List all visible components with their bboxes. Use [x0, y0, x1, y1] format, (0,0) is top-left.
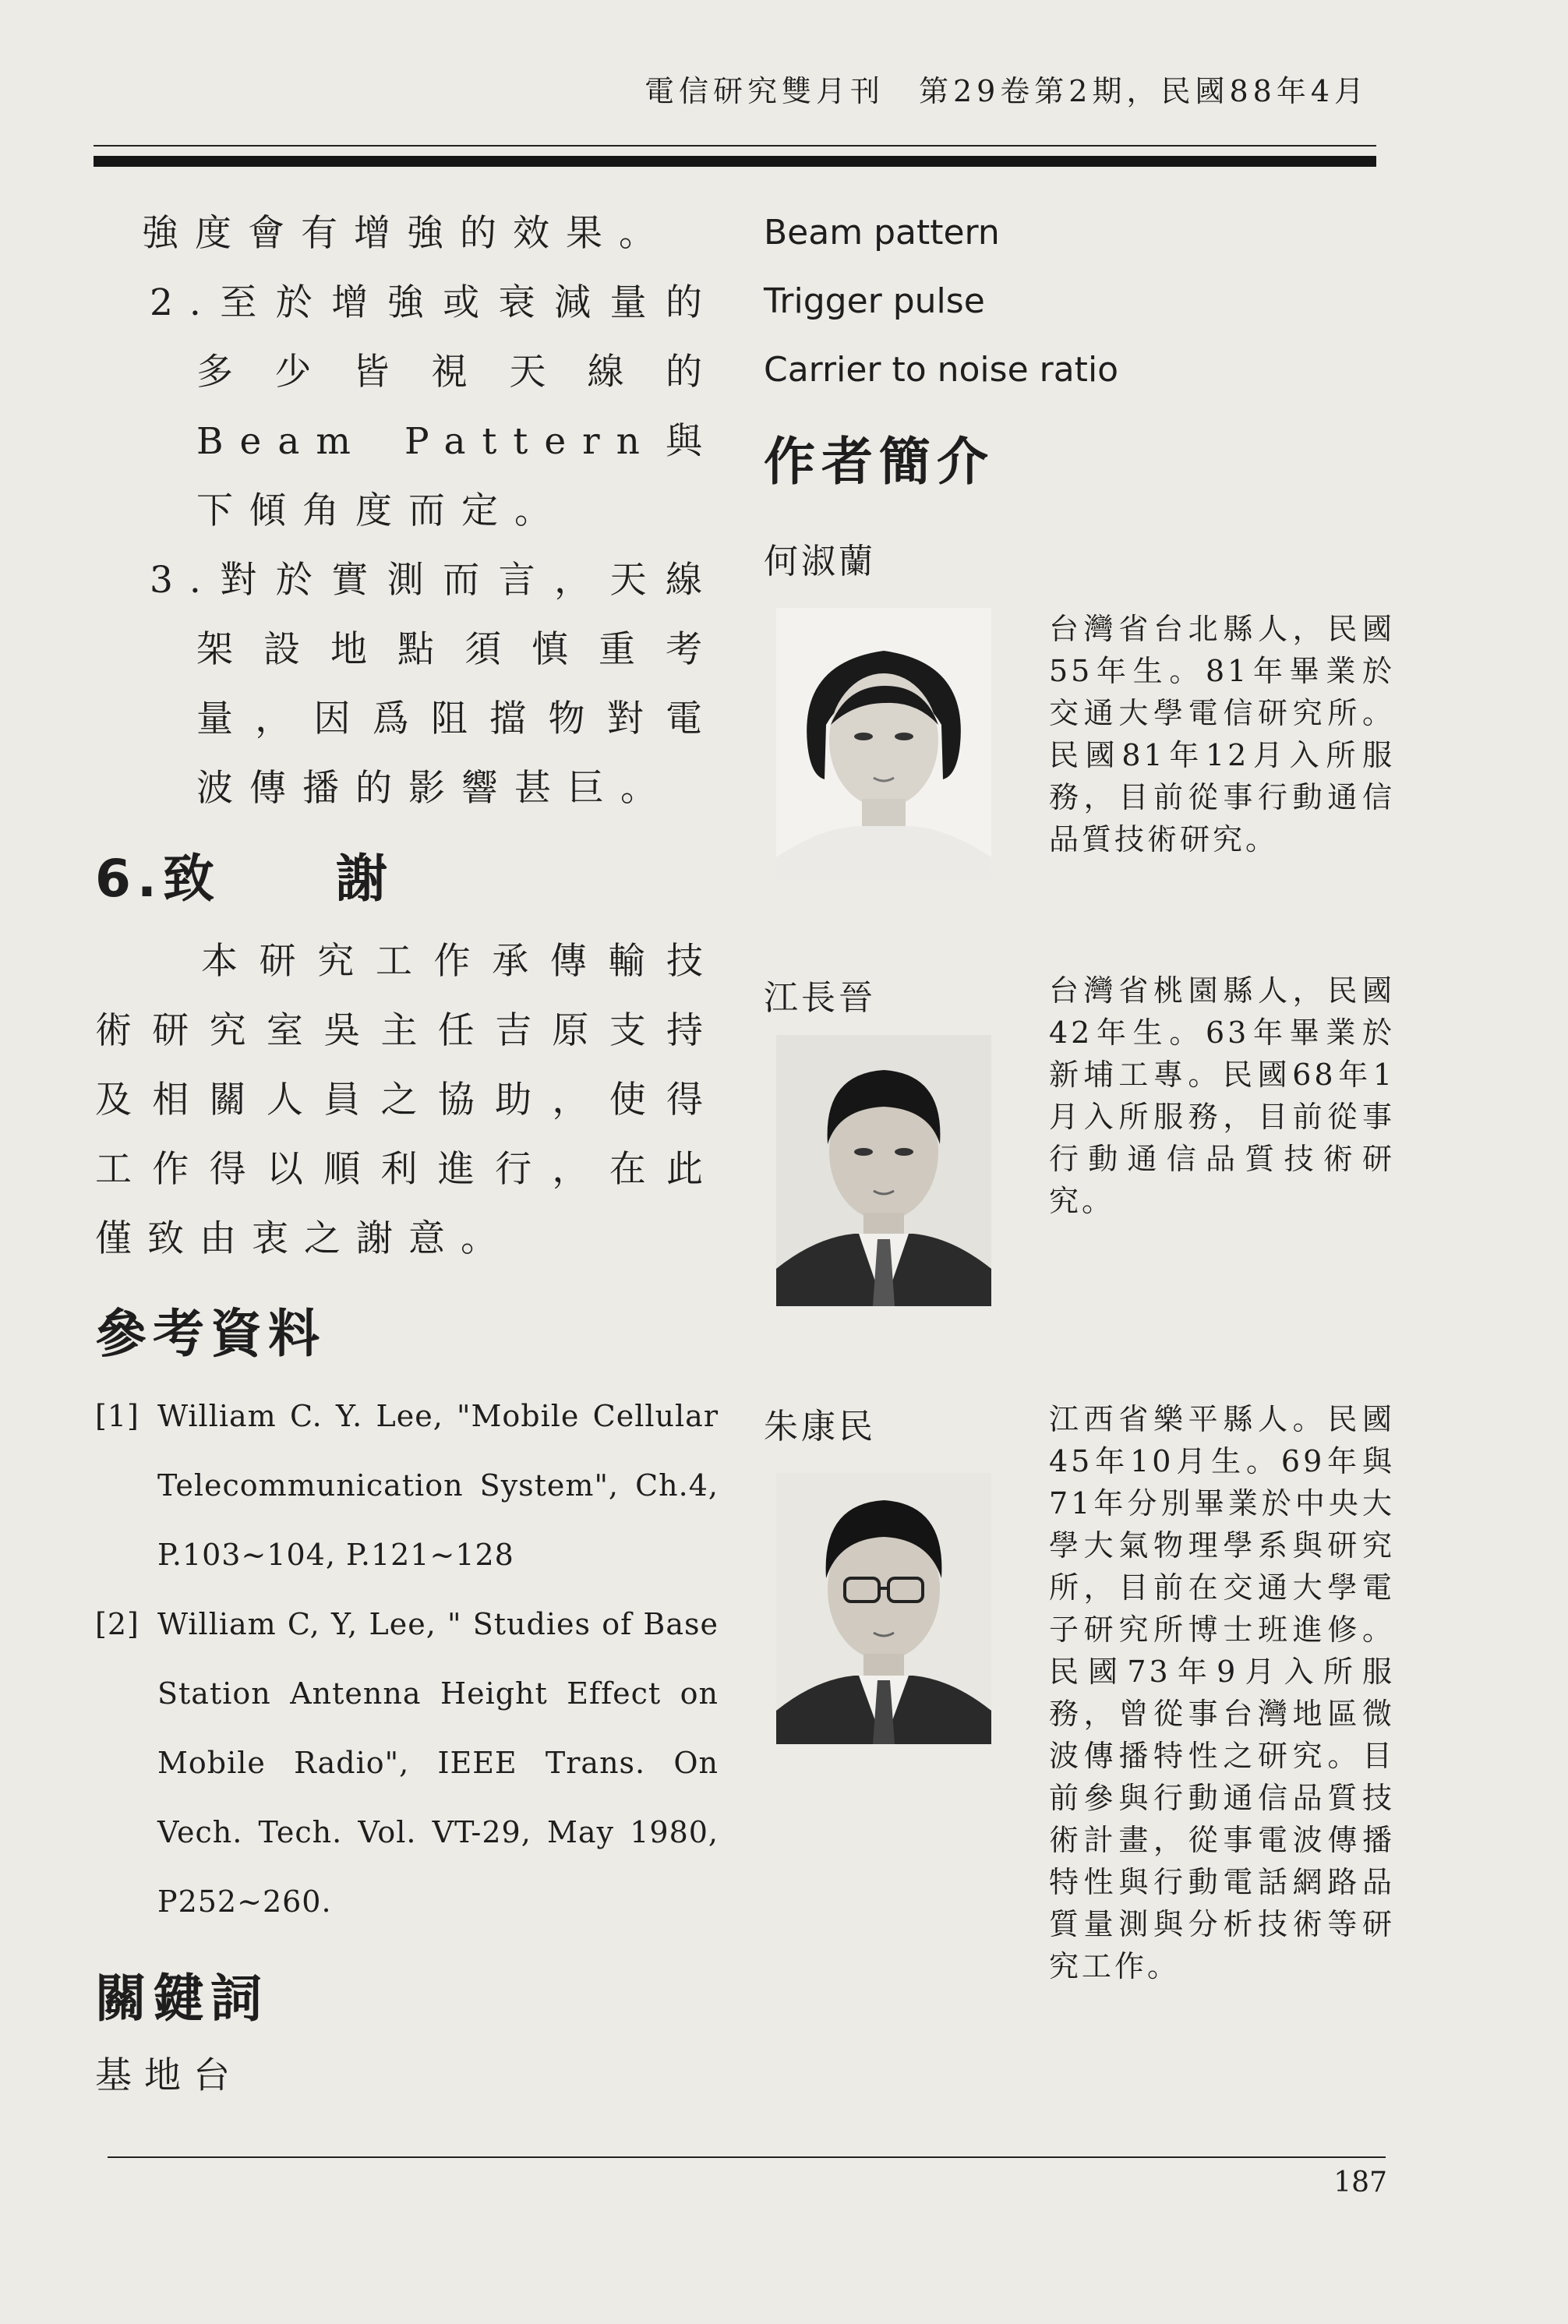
page-number: 187	[1333, 2167, 1387, 2199]
left-column	[95, 199, 719, 2099]
reference-item	[95, 1590, 719, 1937]
finding-3: 3.對於實測而言，天線架設地點須慎重考量，因爲阻擋物對電波傳播的影響甚巨。	[150, 559, 719, 810]
author-block	[764, 1398, 1395, 2100]
portrait-male	[776, 1035, 991, 1306]
author-bio: 江西省樂平縣人。民國45年10月生。69年與71年分別畢業於中央大學大氣物理學系與研究所，目前在交通大學電子研究所博士班進修。民國73年9月入所服務，曾從事台灣地區微波傳播特性之研究。目前參與行動通信品質技術計畫，從事電波傳播特性與行動電話網路品質量測與分析技術等研究工作。	[1049, 1402, 1395, 1983]
keyword: 基地台	[95, 2054, 242, 2097]
term-item: Trigger pulse	[764, 281, 985, 321]
author-photo	[776, 1035, 991, 1306]
term-item: Beam pattern	[764, 213, 1000, 253]
keywords-heading: 關鍵詞	[95, 1969, 268, 2029]
references-list	[95, 1382, 719, 1937]
ack-heading: 6.致 謝	[95, 849, 394, 909]
author-block	[764, 970, 1395, 1398]
ack-text: 本研究工作承傳輸技術研究室吳主任吉原支持及相關人員之協助，使得工作得以順利進行，在此僅致由衷之謝意。	[95, 940, 719, 1260]
references-heading: 參考資料	[95, 1304, 326, 1364]
footer-rule	[108, 2156, 1386, 2158]
author-bio: 台灣省桃園縣人，民國42年生。63年畢業於新埔工專。民國68年1月入所服務，目前從事行動通信品質技術研究。	[1049, 973, 1395, 1218]
header-rule-thick	[94, 156, 1376, 167]
reference-item	[95, 1382, 719, 1590]
terms-list	[764, 199, 1395, 404]
finding-2: 2.至於增強或衰減量的多少皆視天線的Beam Pattern與下傾角度而定。	[150, 281, 719, 532]
author-photo	[776, 608, 991, 879]
authors-heading: 作者簡介	[764, 432, 994, 492]
author-name: 何淑蘭	[764, 542, 876, 581]
reference-number: [2]	[95, 1607, 139, 1641]
finding-continuation: 強度會有增強的效果。	[142, 212, 672, 255]
running-header: 電信研究雙月刊 第29卷第2期，民國88年4月	[644, 74, 1368, 108]
reference-number: [1]	[95, 1399, 139, 1433]
reference-text: William C. Y. Lee, "Mobile Cellular Telecommunication System", Ch.4, P.103~104, P.121~128	[157, 1399, 719, 1572]
finding-item	[95, 268, 719, 546]
author-name: 江長晉	[764, 978, 876, 1018]
right-column	[764, 199, 1395, 2100]
header-rule-thin	[94, 145, 1376, 147]
findings-list	[95, 199, 719, 268]
author-bio: 台灣省台北縣人，民國55年生。81年畢業於交通大學電信研究所。民國81年12月入所服務，目前從事行動通信品質技術研究。	[1049, 612, 1395, 856]
author-block	[764, 533, 1395, 970]
finding-item	[95, 546, 719, 823]
author-photo	[776, 1473, 991, 1744]
term-item: Carrier to noise ratio	[764, 350, 1119, 390]
portrait-male-glasses	[776, 1473, 991, 1744]
author-name: 朱康民	[764, 1407, 876, 1446]
reference-text: William C, Y, Lee, " Studies of Base Station Antenna Height Effect on Mobile Radio", IEEE Trans. On Vech. Tech. Vol. VT-29, May 1980, P252~260.	[157, 1607, 719, 1919]
portrait-female	[776, 608, 991, 879]
